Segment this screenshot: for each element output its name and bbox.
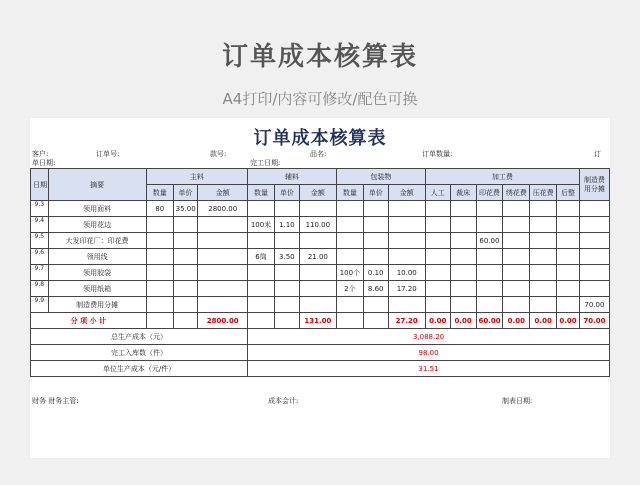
row-cell — [388, 233, 425, 249]
row-cell — [336, 297, 363, 313]
cost-sheet — [30, 118, 610, 458]
subtotal-labor: 0.00 — [425, 313, 450, 329]
row-cell — [450, 249, 476, 265]
row-cell — [299, 233, 336, 249]
row-cell — [146, 297, 173, 313]
row-cell — [248, 281, 275, 297]
subtotal-emboss: 0.00 — [530, 313, 557, 329]
meta-order-date-cut: 订 — [594, 150, 601, 158]
sheet-title: 订单成本核算表 — [253, 128, 387, 149]
row-cell — [557, 201, 580, 217]
row-cell — [450, 233, 476, 249]
subtotal-mfg: 70.00 — [579, 313, 609, 329]
row-cell — [450, 217, 476, 233]
row-cell — [530, 201, 557, 217]
table-body — [31, 201, 610, 313]
row-cell — [425, 297, 450, 313]
row-cell — [146, 265, 173, 281]
row-cell — [450, 265, 476, 281]
subtotal-finishing: 0.00 — [557, 313, 580, 329]
subheader-cell: 人工 — [425, 185, 450, 201]
row-cell — [425, 217, 450, 233]
page-title: 订单成本核算表 — [221, 42, 418, 72]
row-cell — [198, 265, 248, 281]
subtotal-cutting: 0.00 — [450, 313, 476, 329]
row-cell — [530, 217, 557, 233]
row-cell — [198, 233, 248, 249]
row-cell: 21.00 — [299, 249, 336, 265]
row-date: 9.7 — [31, 265, 49, 281]
row-cell — [388, 217, 425, 233]
subheader-cell: 金额 — [299, 185, 336, 201]
row-cell — [557, 297, 580, 313]
row-cell: 10.00 — [388, 265, 425, 281]
row-summary: 领用胶袋 — [48, 265, 146, 281]
row-cell — [146, 249, 173, 265]
row-cell — [579, 249, 609, 265]
row-cell — [336, 201, 363, 217]
row-cell — [248, 233, 275, 249]
row-date: 9.6 — [31, 249, 49, 265]
row-cell — [579, 201, 609, 217]
row-summary: 领用纸箱 — [48, 281, 146, 297]
total-row — [31, 345, 610, 361]
row-cell — [476, 201, 503, 217]
table-row — [31, 265, 610, 281]
row-cell — [248, 201, 275, 217]
row-date: 9.3 — [31, 201, 49, 217]
total-row — [31, 361, 610, 377]
finished-qty-value: 98.00 — [248, 345, 610, 361]
header-process: 加工费 — [425, 169, 579, 185]
row-cell — [336, 233, 363, 249]
row-summary: 领用面料 — [48, 201, 146, 217]
row-cell — [557, 249, 580, 265]
total-row — [31, 329, 610, 345]
row-cell — [557, 265, 580, 281]
row-cell — [579, 217, 609, 233]
row-cell — [363, 297, 388, 313]
subtotal-row — [31, 313, 610, 329]
row-cell — [476, 281, 503, 297]
row-cell: 70.00 — [579, 297, 609, 313]
row-cell — [173, 265, 198, 281]
row-date: 9.9 — [31, 297, 49, 313]
row-cell — [579, 233, 609, 249]
row-cell — [363, 233, 388, 249]
row-cell: 2800.00 — [198, 201, 248, 217]
subheader-cell: 数量 — [336, 185, 363, 201]
row-cell — [503, 233, 530, 249]
row-cell — [425, 265, 450, 281]
unit-cost-value: 31.51 — [248, 361, 610, 377]
subheader-cell: 金额 — [388, 185, 425, 201]
row-cell — [146, 233, 173, 249]
meta-order-no: 订单号: — [96, 150, 120, 158]
row-cell — [336, 249, 363, 265]
table-row — [31, 201, 610, 217]
row-cell: 2个 — [336, 281, 363, 297]
unit-cost-label: 单位生产成本（元/件） — [31, 361, 248, 377]
row-cell: 0.10 — [363, 265, 388, 281]
subtotal-label: 分 项 小 计 — [31, 313, 147, 329]
row-cell — [198, 217, 248, 233]
subtotal-main: 2800.00 — [198, 313, 248, 329]
row-cell: 110.00 — [299, 217, 336, 233]
row-cell: 6筒 — [248, 249, 275, 265]
row-cell — [530, 249, 557, 265]
row-cell — [557, 217, 580, 233]
header-main: 主料 — [146, 169, 247, 185]
subheader-cell: 单价 — [363, 185, 388, 201]
footer-accountant: 成本会计: — [268, 397, 299, 405]
footer-finance: 财务 财务主管: — [32, 397, 79, 405]
subheader-cell: 压花费 — [530, 185, 557, 201]
row-cell — [173, 217, 198, 233]
meta-style-no: 款号: — [210, 150, 227, 158]
row-cell — [557, 233, 580, 249]
row-summary: 大发印花厂：印花费 — [48, 233, 146, 249]
row-cell — [503, 201, 530, 217]
row-cell — [388, 297, 425, 313]
total-cost-value: 3,088.20 — [248, 329, 610, 345]
row-cell — [299, 281, 336, 297]
row-cell: 100米 — [248, 217, 275, 233]
row-summary: 制造费用分摊 — [48, 297, 146, 313]
subtotal-pack: 27.20 — [388, 313, 425, 329]
subheader-cell: 单价 — [173, 185, 198, 201]
subheader-cell: 绣花费 — [503, 185, 530, 201]
row-cell: 1.10 — [274, 217, 299, 233]
row-cell: 60.00 — [476, 233, 503, 249]
row-cell — [450, 297, 476, 313]
row-cell — [476, 265, 503, 281]
row-cell — [173, 233, 198, 249]
row-cell — [248, 265, 275, 281]
cost-table — [30, 168, 610, 377]
subheader-cell: 金额 — [198, 185, 248, 201]
row-cell: 8.60 — [363, 281, 388, 297]
header-mfg: 制造费用分摊 — [579, 169, 609, 201]
header-summary: 摘要 — [48, 169, 146, 201]
row-cell — [530, 281, 557, 297]
header-date: 日期 — [31, 169, 49, 201]
row-cell — [173, 249, 198, 265]
row-cell — [198, 297, 248, 313]
row-cell — [530, 297, 557, 313]
row-cell: 100个 — [336, 265, 363, 281]
subheader-cell: 数量 — [146, 185, 173, 201]
table-row — [31, 217, 610, 233]
row-cell — [274, 265, 299, 281]
footer-preparer: 制表日期: — [502, 397, 533, 405]
row-cell — [476, 297, 503, 313]
row-cell — [530, 233, 557, 249]
subheader-cell: 数量 — [248, 185, 275, 201]
row-cell — [579, 265, 609, 281]
meta-order-qty: 订单数量: — [422, 150, 453, 158]
subtotal-embroidery: 0.00 — [503, 313, 530, 329]
row-cell — [557, 281, 580, 297]
row-cell — [274, 281, 299, 297]
row-cell — [503, 249, 530, 265]
row-cell — [274, 233, 299, 249]
row-cell — [388, 201, 425, 217]
row-cell — [299, 201, 336, 217]
header-aux: 辅料 — [248, 169, 337, 185]
row-cell — [503, 217, 530, 233]
row-cell — [299, 265, 336, 281]
row-cell — [476, 249, 503, 265]
table-row — [31, 281, 610, 297]
row-cell — [450, 201, 476, 217]
row-cell — [274, 201, 299, 217]
row-cell: 80 — [146, 201, 173, 217]
row-cell — [173, 297, 198, 313]
row-cell — [274, 297, 299, 313]
row-date: 9.8 — [31, 281, 49, 297]
row-cell — [363, 201, 388, 217]
row-cell — [146, 281, 173, 297]
row-cell — [248, 297, 275, 313]
table-row — [31, 297, 610, 313]
meta-order-date: 单日期: — [32, 159, 56, 167]
page-subtitle: A4打印/内容可修改/配色可换 — [222, 90, 418, 108]
row-date: 9.5 — [31, 233, 49, 249]
finished-qty-label: 完工入库数（件） — [31, 345, 248, 361]
header-pack: 包装物 — [336, 169, 425, 185]
subheader-cell: 裁床 — [450, 185, 476, 201]
meta-product-name: 品名: — [310, 150, 327, 158]
table-row — [31, 233, 610, 249]
subtotal-aux: 131.00 — [299, 313, 336, 329]
table-row — [31, 249, 610, 265]
row-cell — [388, 249, 425, 265]
row-cell — [198, 249, 248, 265]
row-cell — [579, 281, 609, 297]
row-cell: 3.50 — [274, 249, 299, 265]
row-cell — [363, 217, 388, 233]
row-summary: 领用线 — [48, 249, 146, 265]
row-cell — [146, 217, 173, 233]
subheader-cell: 印花费 — [476, 185, 503, 201]
row-cell — [425, 281, 450, 297]
row-cell — [425, 233, 450, 249]
row-cell — [425, 249, 450, 265]
row-cell: 17.20 — [388, 281, 425, 297]
row-cell — [336, 217, 363, 233]
row-cell — [198, 281, 248, 297]
row-cell — [425, 201, 450, 217]
row-cell — [450, 281, 476, 297]
row-cell — [299, 297, 336, 313]
row-cell — [503, 281, 530, 297]
subheader-cell: 单价 — [274, 185, 299, 201]
subtotal-printing: 60.00 — [476, 313, 503, 329]
row-cell — [173, 281, 198, 297]
meta-finish-date: 完工日期: — [250, 159, 281, 167]
meta-customer: 客户: — [32, 150, 49, 158]
row-cell — [530, 265, 557, 281]
row-cell — [503, 265, 530, 281]
row-cell: 35.00 — [173, 201, 198, 217]
row-cell — [503, 297, 530, 313]
total-cost-label: 总生产成本（元） — [31, 329, 248, 345]
row-summary: 领用花边 — [48, 217, 146, 233]
row-date: 9.4 — [31, 217, 49, 233]
row-cell — [363, 249, 388, 265]
row-cell — [476, 217, 503, 233]
subheader-cell: 后整 — [557, 185, 580, 201]
